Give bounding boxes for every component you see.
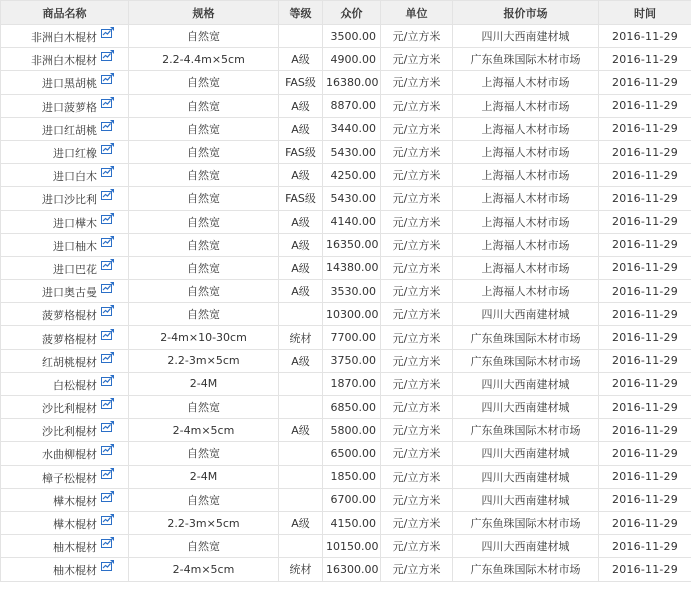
market-cell: 广东鱼珠国际木材市场 xyxy=(453,349,599,372)
market-cell: 四川大西南建材城 xyxy=(453,442,599,465)
grade-cell: 统材 xyxy=(279,558,323,581)
product-name-link[interactable]: 白松棍材 xyxy=(53,378,97,392)
price-cell: 16300.00 xyxy=(323,558,381,581)
header-price: 众价 xyxy=(323,1,381,25)
chart-trend-icon[interactable] xyxy=(101,143,114,154)
spec-cell: 2-4M xyxy=(129,465,279,488)
product-name-cell xyxy=(1,117,129,140)
grade-cell xyxy=(279,535,323,558)
grade-cell: A级 xyxy=(279,117,323,140)
time-cell: 2016-11-29 xyxy=(599,233,691,256)
grade-cell xyxy=(279,465,323,488)
table-row xyxy=(1,396,691,419)
chart-trend-icon[interactable] xyxy=(101,236,114,247)
product-name-cell xyxy=(1,71,129,94)
product-name-link[interactable]: 水曲柳棍材 xyxy=(42,448,97,462)
product-name-cell xyxy=(1,140,129,163)
product-name-cell xyxy=(1,164,129,187)
table-header xyxy=(1,1,691,25)
time-cell: 2016-11-29 xyxy=(599,280,691,303)
unit-cell: 元/立方米 xyxy=(381,465,453,488)
product-name-link[interactable]: 非洲白木棍材 xyxy=(31,54,97,68)
chart-trend-icon[interactable] xyxy=(101,398,114,409)
product-name-link[interactable]: 非洲白木棍材 xyxy=(31,31,97,45)
table-row xyxy=(1,117,691,140)
time-cell: 2016-11-29 xyxy=(599,511,691,534)
product-name-link[interactable]: 樺木棍材 xyxy=(53,518,97,532)
spec-cell: 自然宽 xyxy=(129,164,279,187)
price-cell: 3500.00 xyxy=(323,25,381,48)
spec-cell: 自然宽 xyxy=(129,71,279,94)
price-cell: 4900.00 xyxy=(323,48,381,71)
table-row xyxy=(1,140,691,163)
spec-cell: 自然宽 xyxy=(129,25,279,48)
table-row xyxy=(1,233,691,256)
product-name-cell xyxy=(1,442,129,465)
price-cell: 10300.00 xyxy=(323,303,381,326)
spec-cell: 2.2-3m×5cm xyxy=(129,349,279,372)
table-row xyxy=(1,48,691,71)
unit-cell: 元/立方米 xyxy=(381,511,453,534)
header-row xyxy=(1,1,691,25)
table-row xyxy=(1,511,691,534)
time-cell: 2016-11-29 xyxy=(599,303,691,326)
market-cell: 广东鱼珠国际木材市场 xyxy=(453,558,599,581)
grade-cell: FAS级 xyxy=(279,140,323,163)
product-name-link[interactable]: 进口红胡桃 xyxy=(42,123,97,137)
table-row xyxy=(1,303,691,326)
product-name-link[interactable]: 进口柚木 xyxy=(53,239,97,253)
spec-cell: 2-4m×5cm xyxy=(129,419,279,442)
grade-cell xyxy=(279,396,323,419)
time-cell: 2016-11-29 xyxy=(599,25,691,48)
table-row xyxy=(1,210,691,233)
price-cell: 10150.00 xyxy=(323,535,381,558)
price-cell: 3530.00 xyxy=(323,280,381,303)
product-name-cell xyxy=(1,488,129,511)
product-name-link[interactable]: 进口黑胡桃 xyxy=(42,77,97,91)
table-row xyxy=(1,280,691,303)
product-name-cell xyxy=(1,210,129,233)
grade-cell xyxy=(279,442,323,465)
unit-cell: 元/立方米 xyxy=(381,396,453,419)
product-name-cell xyxy=(1,558,129,581)
market-cell: 四川大西南建材城 xyxy=(453,372,599,395)
spec-cell: 2.2-4.4m×5cm xyxy=(129,48,279,71)
unit-cell: 元/立方米 xyxy=(381,71,453,94)
time-cell: 2016-11-29 xyxy=(599,164,691,187)
chart-trend-icon[interactable] xyxy=(101,282,114,293)
unit-cell: 元/立方米 xyxy=(381,303,453,326)
price-cell: 6850.00 xyxy=(323,396,381,419)
table-row xyxy=(1,326,691,349)
market-cell: 上海福人木材市场 xyxy=(453,164,599,187)
table-row xyxy=(1,372,691,395)
spec-cell: 自然宽 xyxy=(129,140,279,163)
header-unit: 单位 xyxy=(381,1,453,25)
header-time: 时间 xyxy=(599,1,691,25)
grade-cell: A级 xyxy=(279,48,323,71)
unit-cell: 元/立方米 xyxy=(381,558,453,581)
product-name-cell xyxy=(1,419,129,442)
price-cell: 1870.00 xyxy=(323,372,381,395)
price-cell: 8870.00 xyxy=(323,94,381,117)
table-row xyxy=(1,187,691,210)
market-cell: 四川大西南建材城 xyxy=(453,303,599,326)
market-cell: 上海福人木材市场 xyxy=(453,140,599,163)
chart-trend-icon[interactable] xyxy=(101,50,114,61)
price-cell: 3440.00 xyxy=(323,117,381,140)
unit-cell: 元/立方米 xyxy=(381,164,453,187)
unit-cell: 元/立方米 xyxy=(381,233,453,256)
chart-trend-icon[interactable] xyxy=(101,189,114,200)
product-name-link[interactable]: 沙比利棍材 xyxy=(42,402,97,416)
price-cell: 3750.00 xyxy=(323,349,381,372)
chart-trend-icon[interactable] xyxy=(101,166,114,177)
unit-cell: 元/立方米 xyxy=(381,280,453,303)
chart-trend-icon[interactable] xyxy=(101,329,114,340)
spec-cell: 自然宽 xyxy=(129,535,279,558)
table-row xyxy=(1,349,691,372)
chart-trend-icon[interactable] xyxy=(101,213,114,224)
product-name-cell xyxy=(1,465,129,488)
grade-cell: A级 xyxy=(279,94,323,117)
spec-cell: 自然宽 xyxy=(129,303,279,326)
time-cell: 2016-11-29 xyxy=(599,117,691,140)
market-cell: 上海福人木材市场 xyxy=(453,187,599,210)
product-name-link[interactable]: 樺木棍材 xyxy=(53,494,97,508)
chart-trend-icon[interactable] xyxy=(101,259,114,270)
chart-trend-icon[interactable] xyxy=(101,421,114,432)
unit-cell: 元/立方米 xyxy=(381,48,453,71)
product-name-cell xyxy=(1,256,129,279)
price-cell: 1850.00 xyxy=(323,465,381,488)
market-cell: 上海福人木材市场 xyxy=(453,256,599,279)
market-cell: 四川大西南建材城 xyxy=(453,535,599,558)
spec-cell: 自然宽 xyxy=(129,233,279,256)
price-cell: 4250.00 xyxy=(323,164,381,187)
price-cell: 7700.00 xyxy=(323,326,381,349)
unit-cell: 元/立方米 xyxy=(381,535,453,558)
market-cell: 广东鱼珠国际木材市场 xyxy=(453,48,599,71)
table-row xyxy=(1,25,691,48)
time-cell: 2016-11-29 xyxy=(599,558,691,581)
table-row xyxy=(1,442,691,465)
spec-cell: 2-4m×10-30cm xyxy=(129,326,279,349)
market-cell: 上海福人木材市场 xyxy=(453,71,599,94)
unit-cell: 元/立方米 xyxy=(381,442,453,465)
spec-cell: 2-4m×5cm xyxy=(129,558,279,581)
time-cell: 2016-11-29 xyxy=(599,535,691,558)
spec-cell: 2-4M xyxy=(129,372,279,395)
grade-cell: A级 xyxy=(279,233,323,256)
time-cell: 2016-11-29 xyxy=(599,48,691,71)
spec-cell: 自然宽 xyxy=(129,396,279,419)
price-cell: 4150.00 xyxy=(323,511,381,534)
product-name-link[interactable]: 进口白木 xyxy=(53,170,97,184)
time-cell: 2016-11-29 xyxy=(599,326,691,349)
price-cell: 5430.00 xyxy=(323,140,381,163)
time-cell: 2016-11-29 xyxy=(599,465,691,488)
table-row xyxy=(1,488,691,511)
grade-cell xyxy=(279,488,323,511)
price-cell: 5800.00 xyxy=(323,419,381,442)
product-name-cell xyxy=(1,511,129,534)
market-cell: 四川大西南建材城 xyxy=(453,25,599,48)
market-cell: 四川大西南建材城 xyxy=(453,465,599,488)
unit-cell: 元/立方米 xyxy=(381,94,453,117)
market-cell: 上海福人木材市场 xyxy=(453,233,599,256)
grade-cell: A级 xyxy=(279,511,323,534)
grade-cell: FAS级 xyxy=(279,71,323,94)
chart-trend-icon[interactable] xyxy=(101,444,114,455)
market-cell: 四川大西南建材城 xyxy=(453,396,599,419)
market-cell: 上海福人木材市场 xyxy=(453,117,599,140)
grade-cell: 统材 xyxy=(279,326,323,349)
unit-cell: 元/立方米 xyxy=(381,256,453,279)
price-cell: 6700.00 xyxy=(323,488,381,511)
time-cell: 2016-11-29 xyxy=(599,71,691,94)
time-cell: 2016-11-29 xyxy=(599,396,691,419)
product-name-cell xyxy=(1,48,129,71)
price-cell: 16350.00 xyxy=(323,233,381,256)
table-row xyxy=(1,558,691,581)
unit-cell: 元/立方米 xyxy=(381,25,453,48)
chart-trend-icon[interactable] xyxy=(101,27,114,38)
unit-cell: 元/立方米 xyxy=(381,419,453,442)
product-name-cell xyxy=(1,535,129,558)
unit-cell: 元/立方米 xyxy=(381,372,453,395)
time-cell: 2016-11-29 xyxy=(599,256,691,279)
product-name-link[interactable]: 进口樺木 xyxy=(53,216,97,230)
table-row xyxy=(1,71,691,94)
product-name-cell xyxy=(1,280,129,303)
chart-trend-icon[interactable] xyxy=(101,73,114,84)
grade-cell: A级 xyxy=(279,349,323,372)
price-cell: 16380.00 xyxy=(323,71,381,94)
header-market: 报价市场 xyxy=(453,1,599,25)
time-cell: 2016-11-29 xyxy=(599,140,691,163)
chart-trend-icon[interactable] xyxy=(101,514,114,525)
market-cell: 广东鱼珠国际木材市场 xyxy=(453,326,599,349)
product-name-cell xyxy=(1,326,129,349)
product-name-cell xyxy=(1,187,129,210)
chart-trend-icon[interactable] xyxy=(101,352,114,363)
product-name-cell xyxy=(1,25,129,48)
price-cell: 5430.00 xyxy=(323,187,381,210)
product-name-link[interactable]: 樟子松棍材 xyxy=(42,471,97,485)
spec-cell: 自然宽 xyxy=(129,117,279,140)
chart-trend-icon[interactable] xyxy=(101,305,114,316)
grade-cell: A级 xyxy=(279,256,323,279)
product-name-cell xyxy=(1,233,129,256)
time-cell: 2016-11-29 xyxy=(599,419,691,442)
chart-trend-icon[interactable] xyxy=(101,468,114,479)
market-cell: 上海福人木材市场 xyxy=(453,280,599,303)
price-cell: 4140.00 xyxy=(323,210,381,233)
price-cell: 6500.00 xyxy=(323,442,381,465)
table-row xyxy=(1,164,691,187)
spec-cell: 自然宽 xyxy=(129,94,279,117)
chart-trend-icon[interactable] xyxy=(101,491,114,502)
product-name-link[interactable]: 菠萝格棍材 xyxy=(42,332,97,346)
grade-cell xyxy=(279,372,323,395)
chart-trend-icon[interactable] xyxy=(101,120,114,131)
product-name-link[interactable]: 进口沙比利 xyxy=(42,193,97,207)
market-cell: 上海福人木材市场 xyxy=(453,94,599,117)
product-name-cell xyxy=(1,303,129,326)
header-spec: 规格 xyxy=(129,1,279,25)
time-cell: 2016-11-29 xyxy=(599,372,691,395)
unit-cell: 元/立方米 xyxy=(381,187,453,210)
market-cell: 广东鱼珠国际木材市场 xyxy=(453,419,599,442)
product-name-link[interactable]: 进口菠萝格 xyxy=(42,100,97,114)
header-grade: 等级 xyxy=(279,1,323,25)
unit-cell: 元/立方米 xyxy=(381,140,453,163)
chart-trend-icon[interactable] xyxy=(101,375,114,386)
table-row xyxy=(1,465,691,488)
unit-cell: 元/立方米 xyxy=(381,326,453,349)
product-name-link[interactable]: 菠萝格棍材 xyxy=(42,309,97,323)
product-name-link[interactable]: 进口奥古曼 xyxy=(42,286,97,300)
grade-cell: A级 xyxy=(279,280,323,303)
product-name-link[interactable]: 沙比利棍材 xyxy=(42,425,97,439)
time-cell: 2016-11-29 xyxy=(599,442,691,465)
product-name-cell xyxy=(1,349,129,372)
grade-cell: FAS级 xyxy=(279,187,323,210)
table-row xyxy=(1,94,691,117)
time-cell: 2016-11-29 xyxy=(599,488,691,511)
market-cell: 广东鱼珠国际木材市场 xyxy=(453,511,599,534)
header-name: 商品名称 xyxy=(1,1,129,25)
chart-trend-icon[interactable] xyxy=(101,560,114,571)
grade-cell xyxy=(279,303,323,326)
spec-cell: 自然宽 xyxy=(129,488,279,511)
product-name-link[interactable]: 红胡桃棍材 xyxy=(42,355,97,369)
spec-cell: 2.2-3m×5cm xyxy=(129,511,279,534)
spec-cell: 自然宽 xyxy=(129,187,279,210)
table-row xyxy=(1,535,691,558)
product-name-link[interactable]: 进口巴花 xyxy=(53,262,97,276)
unit-cell: 元/立方米 xyxy=(381,488,453,511)
chart-trend-icon[interactable] xyxy=(101,537,114,548)
table-row xyxy=(1,419,691,442)
time-cell: 2016-11-29 xyxy=(599,349,691,372)
table-body xyxy=(1,25,691,582)
unit-cell: 元/立方米 xyxy=(381,349,453,372)
product-name-cell xyxy=(1,94,129,117)
time-cell: 2016-11-29 xyxy=(599,94,691,117)
chart-trend-icon[interactable] xyxy=(101,97,114,108)
product-name-cell xyxy=(1,372,129,395)
market-cell: 四川大西南建材城 xyxy=(453,488,599,511)
spec-cell: 自然宽 xyxy=(129,210,279,233)
table-row xyxy=(1,256,691,279)
price-cell: 14380.00 xyxy=(323,256,381,279)
unit-cell: 元/立方米 xyxy=(381,117,453,140)
market-cell: 上海福人木材市场 xyxy=(453,210,599,233)
product-name-link[interactable]: 进口红橡 xyxy=(53,147,97,161)
spec-cell: 自然宽 xyxy=(129,256,279,279)
product-name-link[interactable]: 柚木棍材 xyxy=(53,541,97,555)
spec-cell: 自然宽 xyxy=(129,442,279,465)
grade-cell xyxy=(279,25,323,48)
product-name-cell xyxy=(1,396,129,419)
grade-cell: A级 xyxy=(279,210,323,233)
spec-cell: 自然宽 xyxy=(129,280,279,303)
product-name-link[interactable]: 柚木棍材 xyxy=(53,564,97,578)
grade-cell: A级 xyxy=(279,419,323,442)
grade-cell: A级 xyxy=(279,164,323,187)
time-cell: 2016-11-29 xyxy=(599,210,691,233)
time-cell: 2016-11-29 xyxy=(599,187,691,210)
unit-cell: 元/立方米 xyxy=(381,210,453,233)
